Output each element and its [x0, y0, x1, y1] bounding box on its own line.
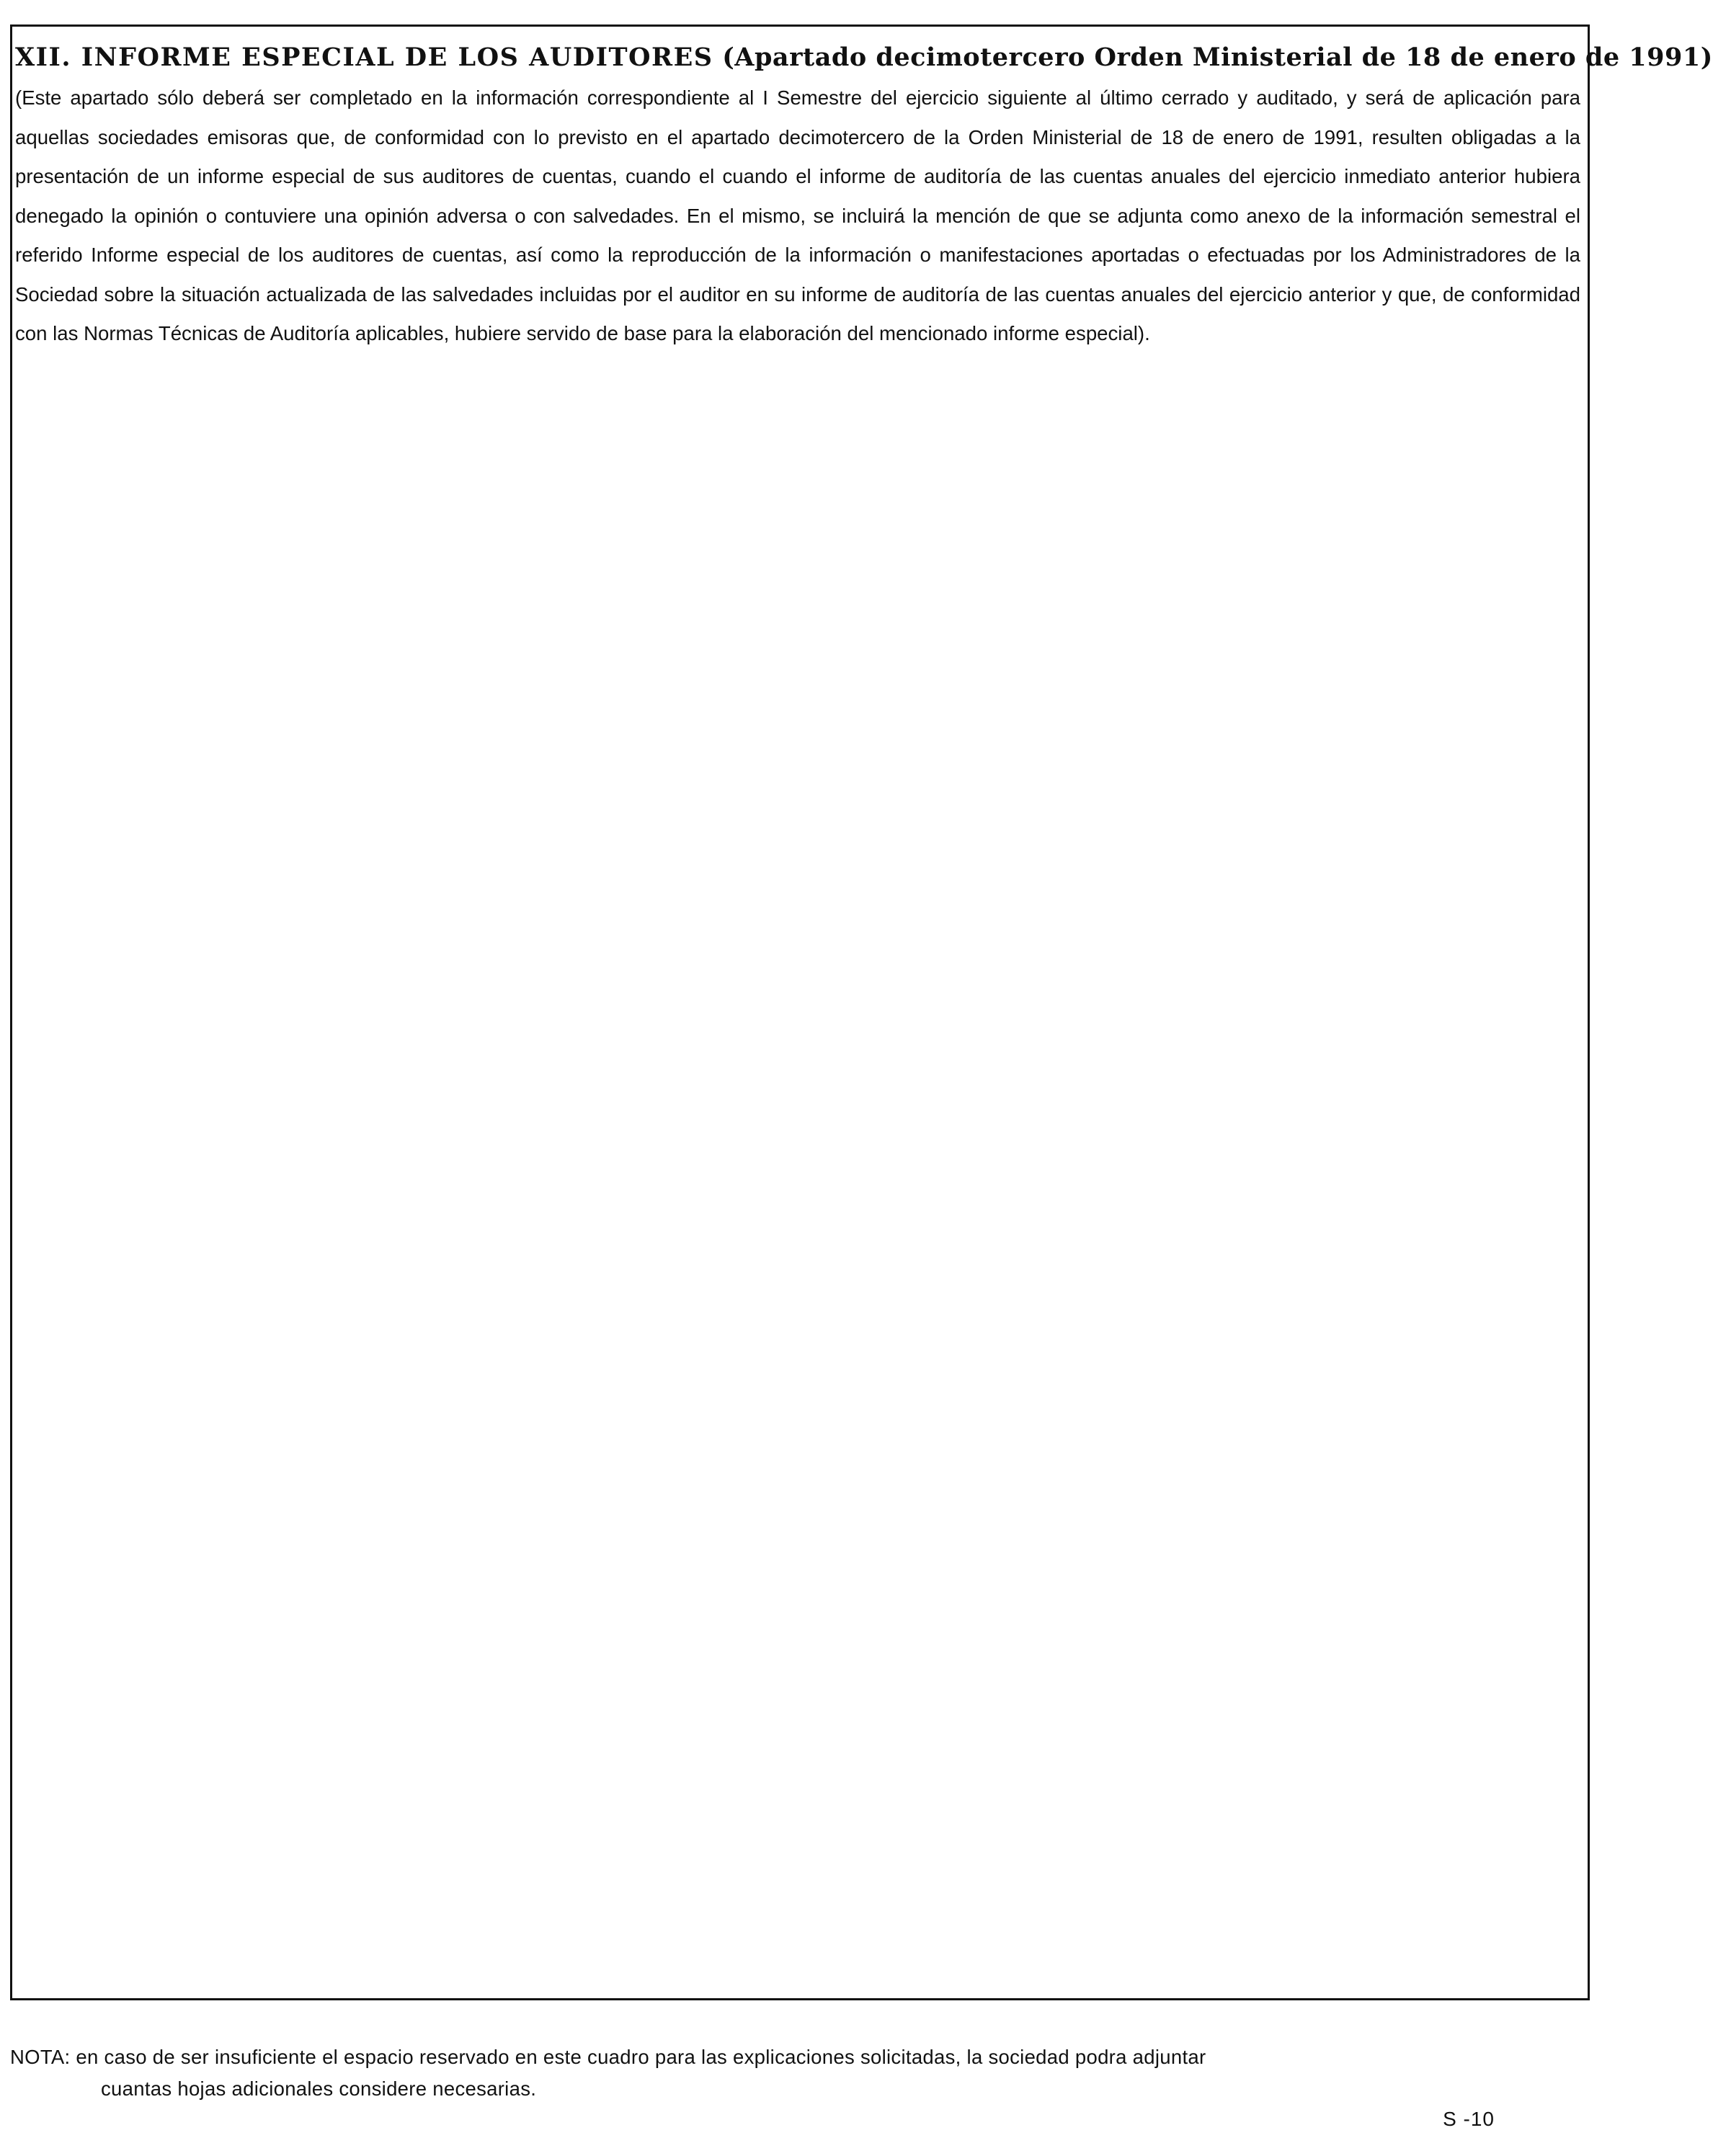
box-header [12, 27, 1713, 354]
section-title [15, 41, 1713, 74]
footnote [10, 2041, 1560, 2105]
auditors-report-box [10, 24, 1713, 2000]
footnote-line-1: NOTA: en caso de ser insuficiente el espacio reservado en este cuadro para las explicaciones solicitadas, la sociedad podra adjuntar [10, 2046, 1206, 2068]
section-title-main: XII. INFORME ESPECIAL DE LOS AUDITORES [15, 43, 713, 72]
answer-area[interactable] [12, 459, 1588, 1998]
page-number: S -10 [1443, 2108, 1495, 2130]
footnote-line-2: cuantas hojas adicionales considere necesarias. [101, 2077, 537, 2100]
section-title-reference: (Apartado decimotercero Orden Ministerial de 18 de enero de 1991) [722, 43, 1713, 72]
section-instructions: (Este apartado sólo deberá ser completado en la información correspondiente al I Semestre del ejercicio siguiente al último cerrado y auditado, y será de aplicación para aquellas sociedades emisoras que, de conformidad con lo previsto en el apartado decimotercero de la Orden Ministerial de 18 de enero de 1991, resulten obligadas a la presentación de un informe especial de sus auditores de cuentas, cuando el cuando el informe de auditoría de las cuentas anuales del ejercicio inmediato anterior hubiera denegado la opinión o contuviere una opinión adversa o con salvedades. En el mismo, se incluirá la mención de que se adjunta como anexo de la información semestral el referido Informe especial de los auditores de cuentas, así como la reproducción de la información o manifestaciones aportadas o efectuadas por los Administradores de la Sociedad sobre la situación actualizada de las salvedades incluidas por el auditor en su informe de auditoría de las cuentas anuales del ejercicio anterior y que, de conformidad con las Normas Técnicas de Auditoría aplicables, hubiere servido de base para la elaboración del mencionado informe especial). [15, 86, 1580, 344]
